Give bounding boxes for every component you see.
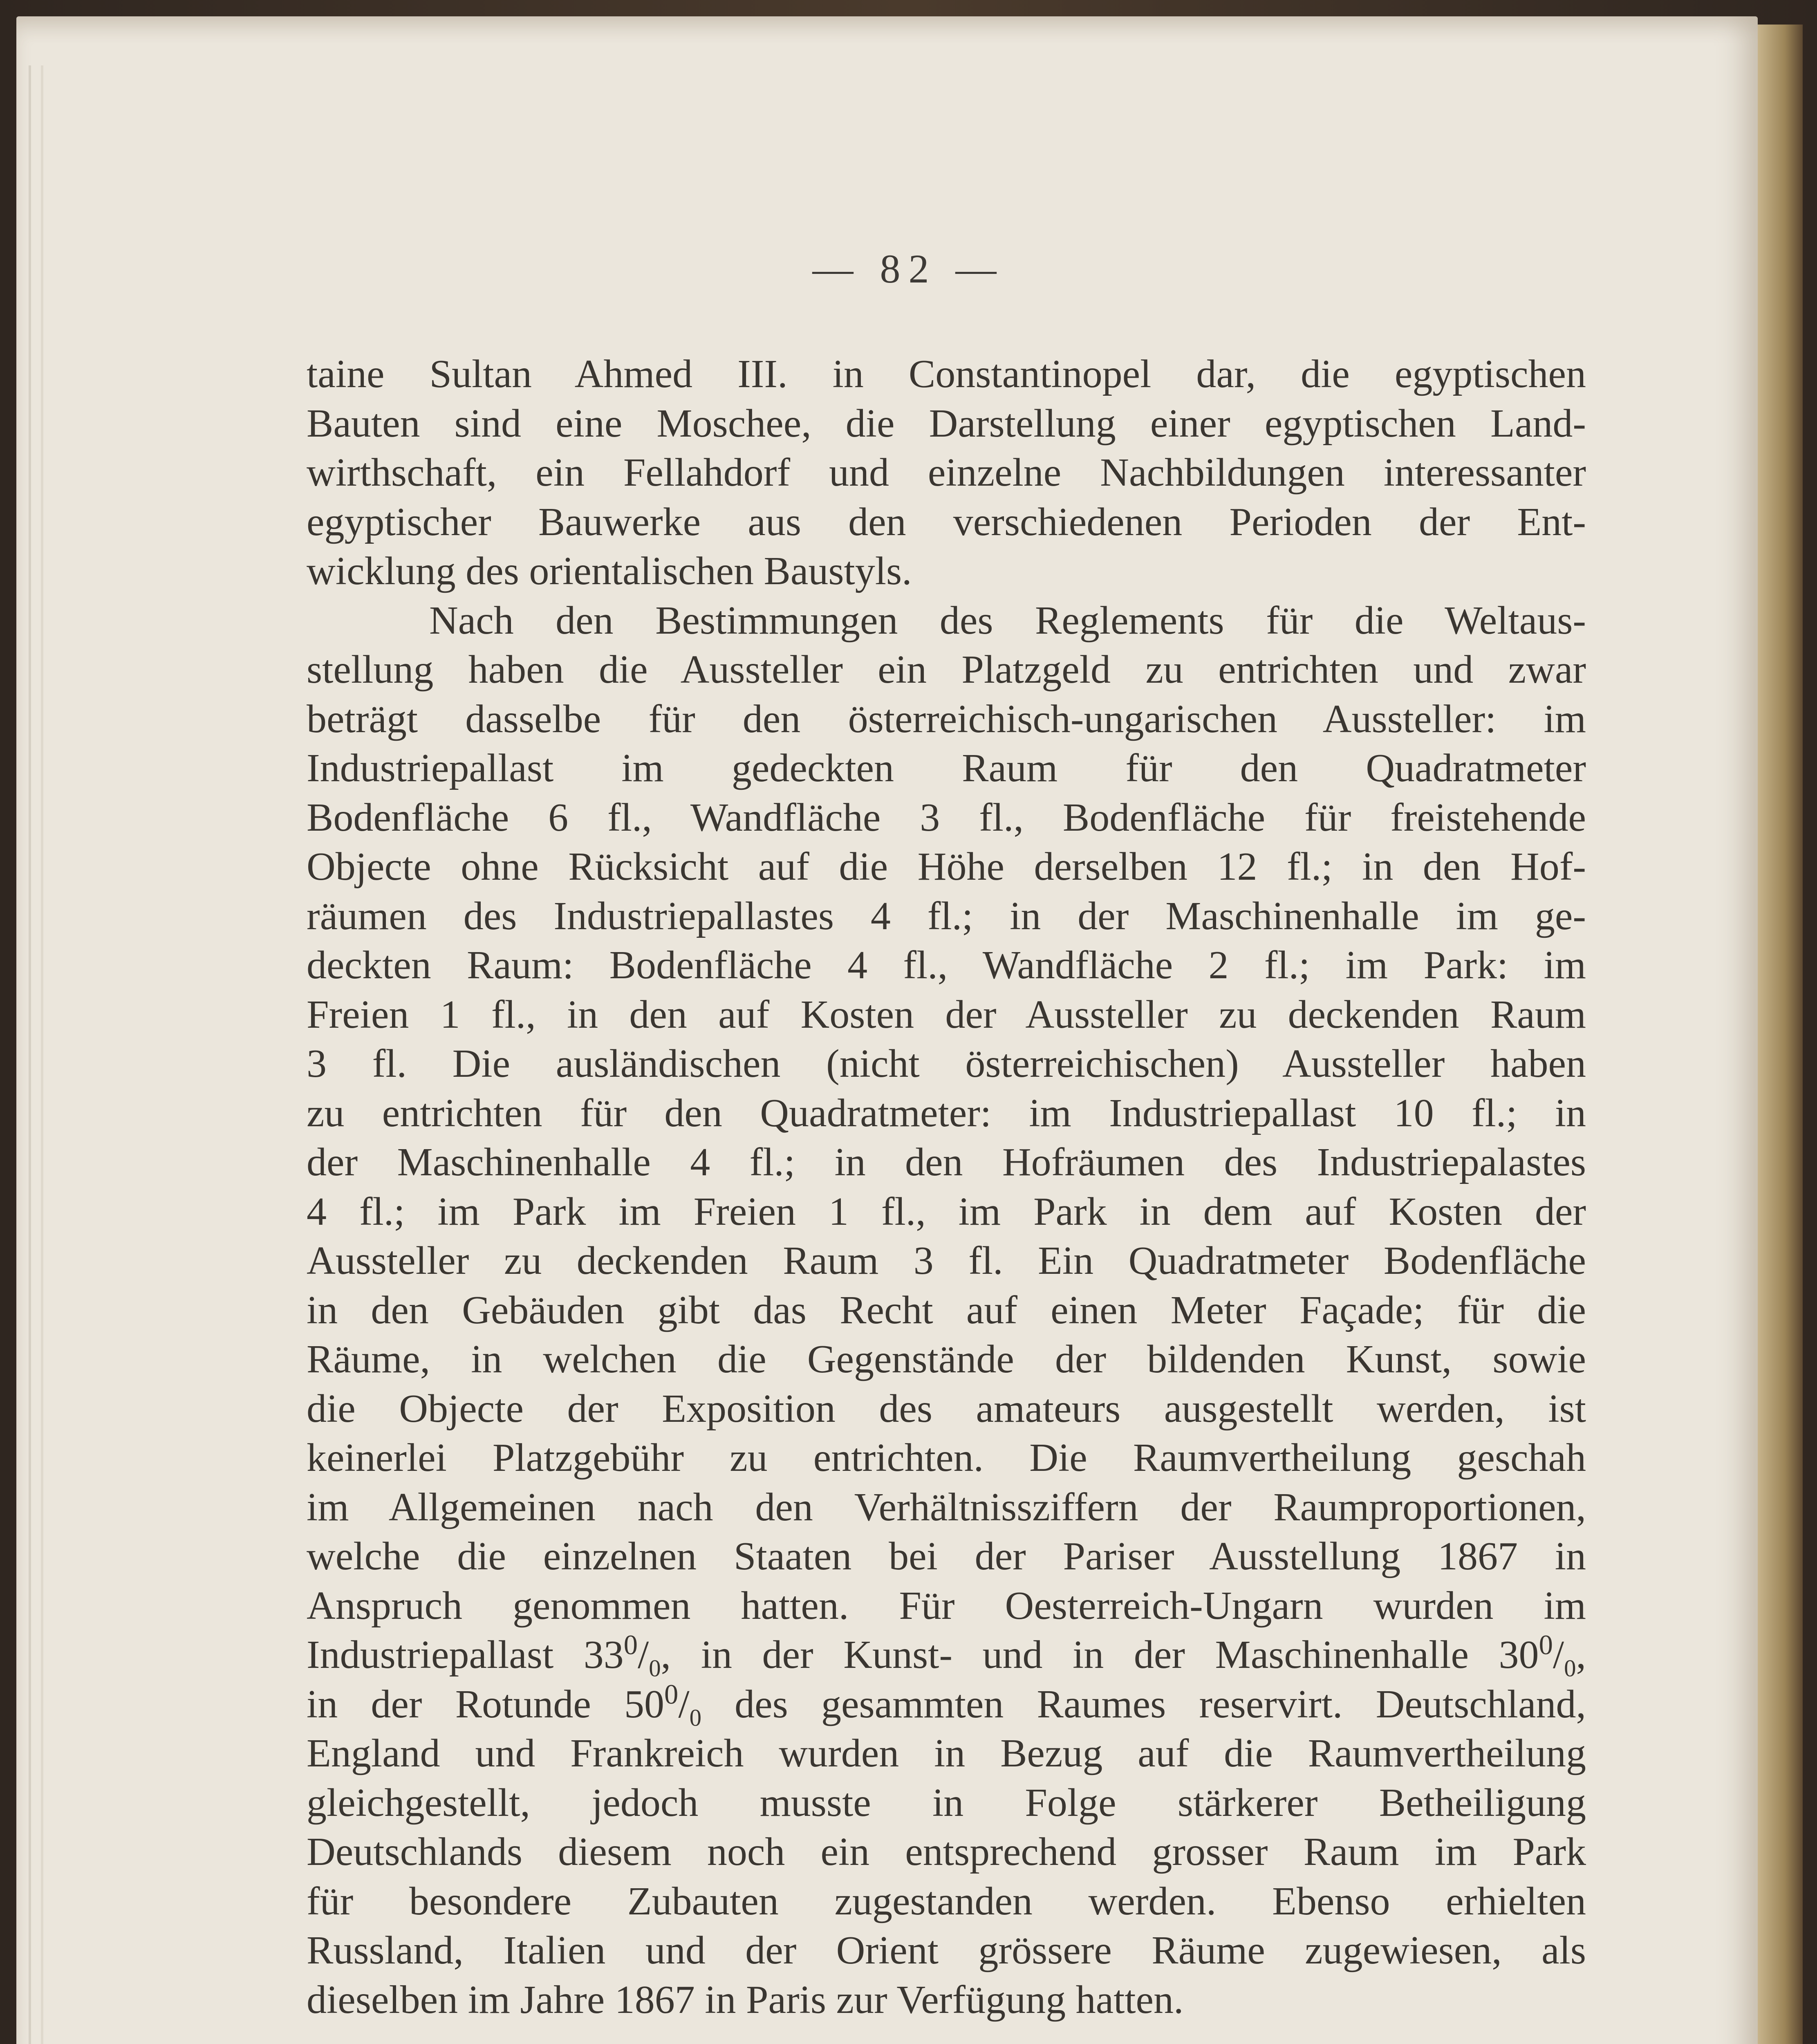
text-segment: Industriepallast 33 [307,1633,624,1677]
text-segment: in der Rotunde 50 [307,1682,665,1726]
percent-sup: 0 [1539,1629,1553,1661]
page-edge-line [29,65,31,2044]
text-line: Freien 1 fl., in den auf Kosten der Aussteller zu deckenden Raum [307,992,1586,1037]
percent-sup: 0 [623,1629,638,1661]
text-segment: , [1576,1633,1586,1677]
percent-sup: 0 [664,1678,679,1710]
percent-sub: 0 [1564,1655,1576,1682]
text-line: Räume, in welchen die Gegenstände der bildenden Kunst, sowie [307,1337,1586,1381]
percent-slash: / [638,1633,649,1677]
text-line: Russland, Italien und der Orient grössere Räume zugewiesen, als [307,1928,1586,1972]
percent-sub: 0 [649,1655,661,1682]
text-line: die Objecte der Exposition des amateurs ausgestellt werden, ist [307,1386,1586,1431]
text-line: dieselben im Jahre 1867 in Paris zur Verfügung hatten. [307,1977,1184,2022]
text-line: taine Sultan Ahmed III. in Constantinopel dar, die egyptischen [307,352,1586,396]
text-line: 3 fl. Die ausländischen (nicht österreichischen) Aussteller haben [307,1042,1586,1086]
text-line: Anspruch genommen hatten. Für Oesterreich-Ungarn wurden im [307,1583,1586,1628]
page-number: — 82 — [812,246,1005,291]
text-line: deckten Raum: Bodenfläche 4 fl., Wandfläche 2 fl.; im Park: im [307,943,1586,987]
text-line-percent [307,1680,1586,1729]
text-line: welche die einzelnen Staaten bei der Pariser Ausstellung 1867 in [307,1534,1586,1578]
text-line: gleichgestellt, jedoch musste in Folge stärkerer Betheiligung [307,1780,1586,1825]
text-line-percent [307,1630,1586,1680]
text-line: zu entrichten für den Quadratmeter: im Industriepallast 10 fl.; in [307,1091,1586,1135]
body-text [307,350,1586,2024]
text-segment: , in der Kunst- und in der Maschinenhalle 30 [661,1633,1539,1677]
text-line: Objecte ohne Rücksicht auf die Höhe derselben 12 fl.; in den Hof- [307,845,1586,889]
percent-slash: / [678,1682,690,1726]
text-line: in den Gebäuden gibt das Recht auf einen Meter Façade; für die [307,1288,1586,1332]
text-line: Industriepallast im gedeckten Raum für den Quadratmeter [307,746,1586,790]
text-line: beträgt dasselbe für den österreichisch-ungarischen Aussteller: im [307,697,1586,741]
text-line: Aussteller zu deckenden Raum 3 fl. Ein Quadratmeter Bodenfläche [307,1239,1586,1283]
book-binding-edge [1758,25,1803,2044]
text-line: Bauten sind eine Moschee, die Darstellung einer egyptischen Land- [307,401,1586,446]
text-line: Nach den Bestimmungen des Reglements für die Weltaus- [429,598,1586,643]
text-line: räumen des Industriepallastes 4 fl.; in der Maschinenhalle im ge- [307,894,1586,938]
text-line: 4 fl.; im Park im Freien 1 fl., im Park in dem auf Kosten der [307,1189,1586,1234]
page-edge-line [41,65,43,2044]
text-line: egyptischer Bauwerke aus den verschiedenen Perioden der Ent- [307,500,1586,544]
text-line: der Maschinenhalle 4 fl.; in den Hofräumen des Industriepalastes [307,1140,1586,1184]
text-line: wicklung des orientalischen Baustyls. [307,549,912,593]
text-line: stellung haben die Aussteller ein Platzgeld zu entrichten und zwar [307,648,1586,692]
text-segment: des gesammten Raumes reservirt. Deutschland, [701,1682,1586,1726]
text-line: Deutschlands diesem noch ein entsprechend grosser Raum im Park [307,1830,1586,1874]
text-line: wirthschaft, ein Fellahdorf und einzelne Nachbildungen interessanter [307,450,1586,495]
text-line: für besondere Zubauten zugestanden werden. Ebenso erhielten [307,1879,1586,1923]
percent-sub: 0 [689,1704,701,1731]
text-line: im Allgemeinen nach den Verhältnissziffern der Raumproportionen, [307,1485,1586,1529]
percent-slash: / [1553,1633,1564,1677]
text-line: Bodenfläche 6 fl., Wandfläche 3 fl., Bodenfläche für freistehende [307,795,1586,840]
text-line: keinerlei Platzgebühr zu entrichten. Die Raumvertheilung geschah [307,1436,1586,1480]
text-line: England und Frankreich wurden in Bezug auf die Raumvertheilung [307,1731,1586,1775]
